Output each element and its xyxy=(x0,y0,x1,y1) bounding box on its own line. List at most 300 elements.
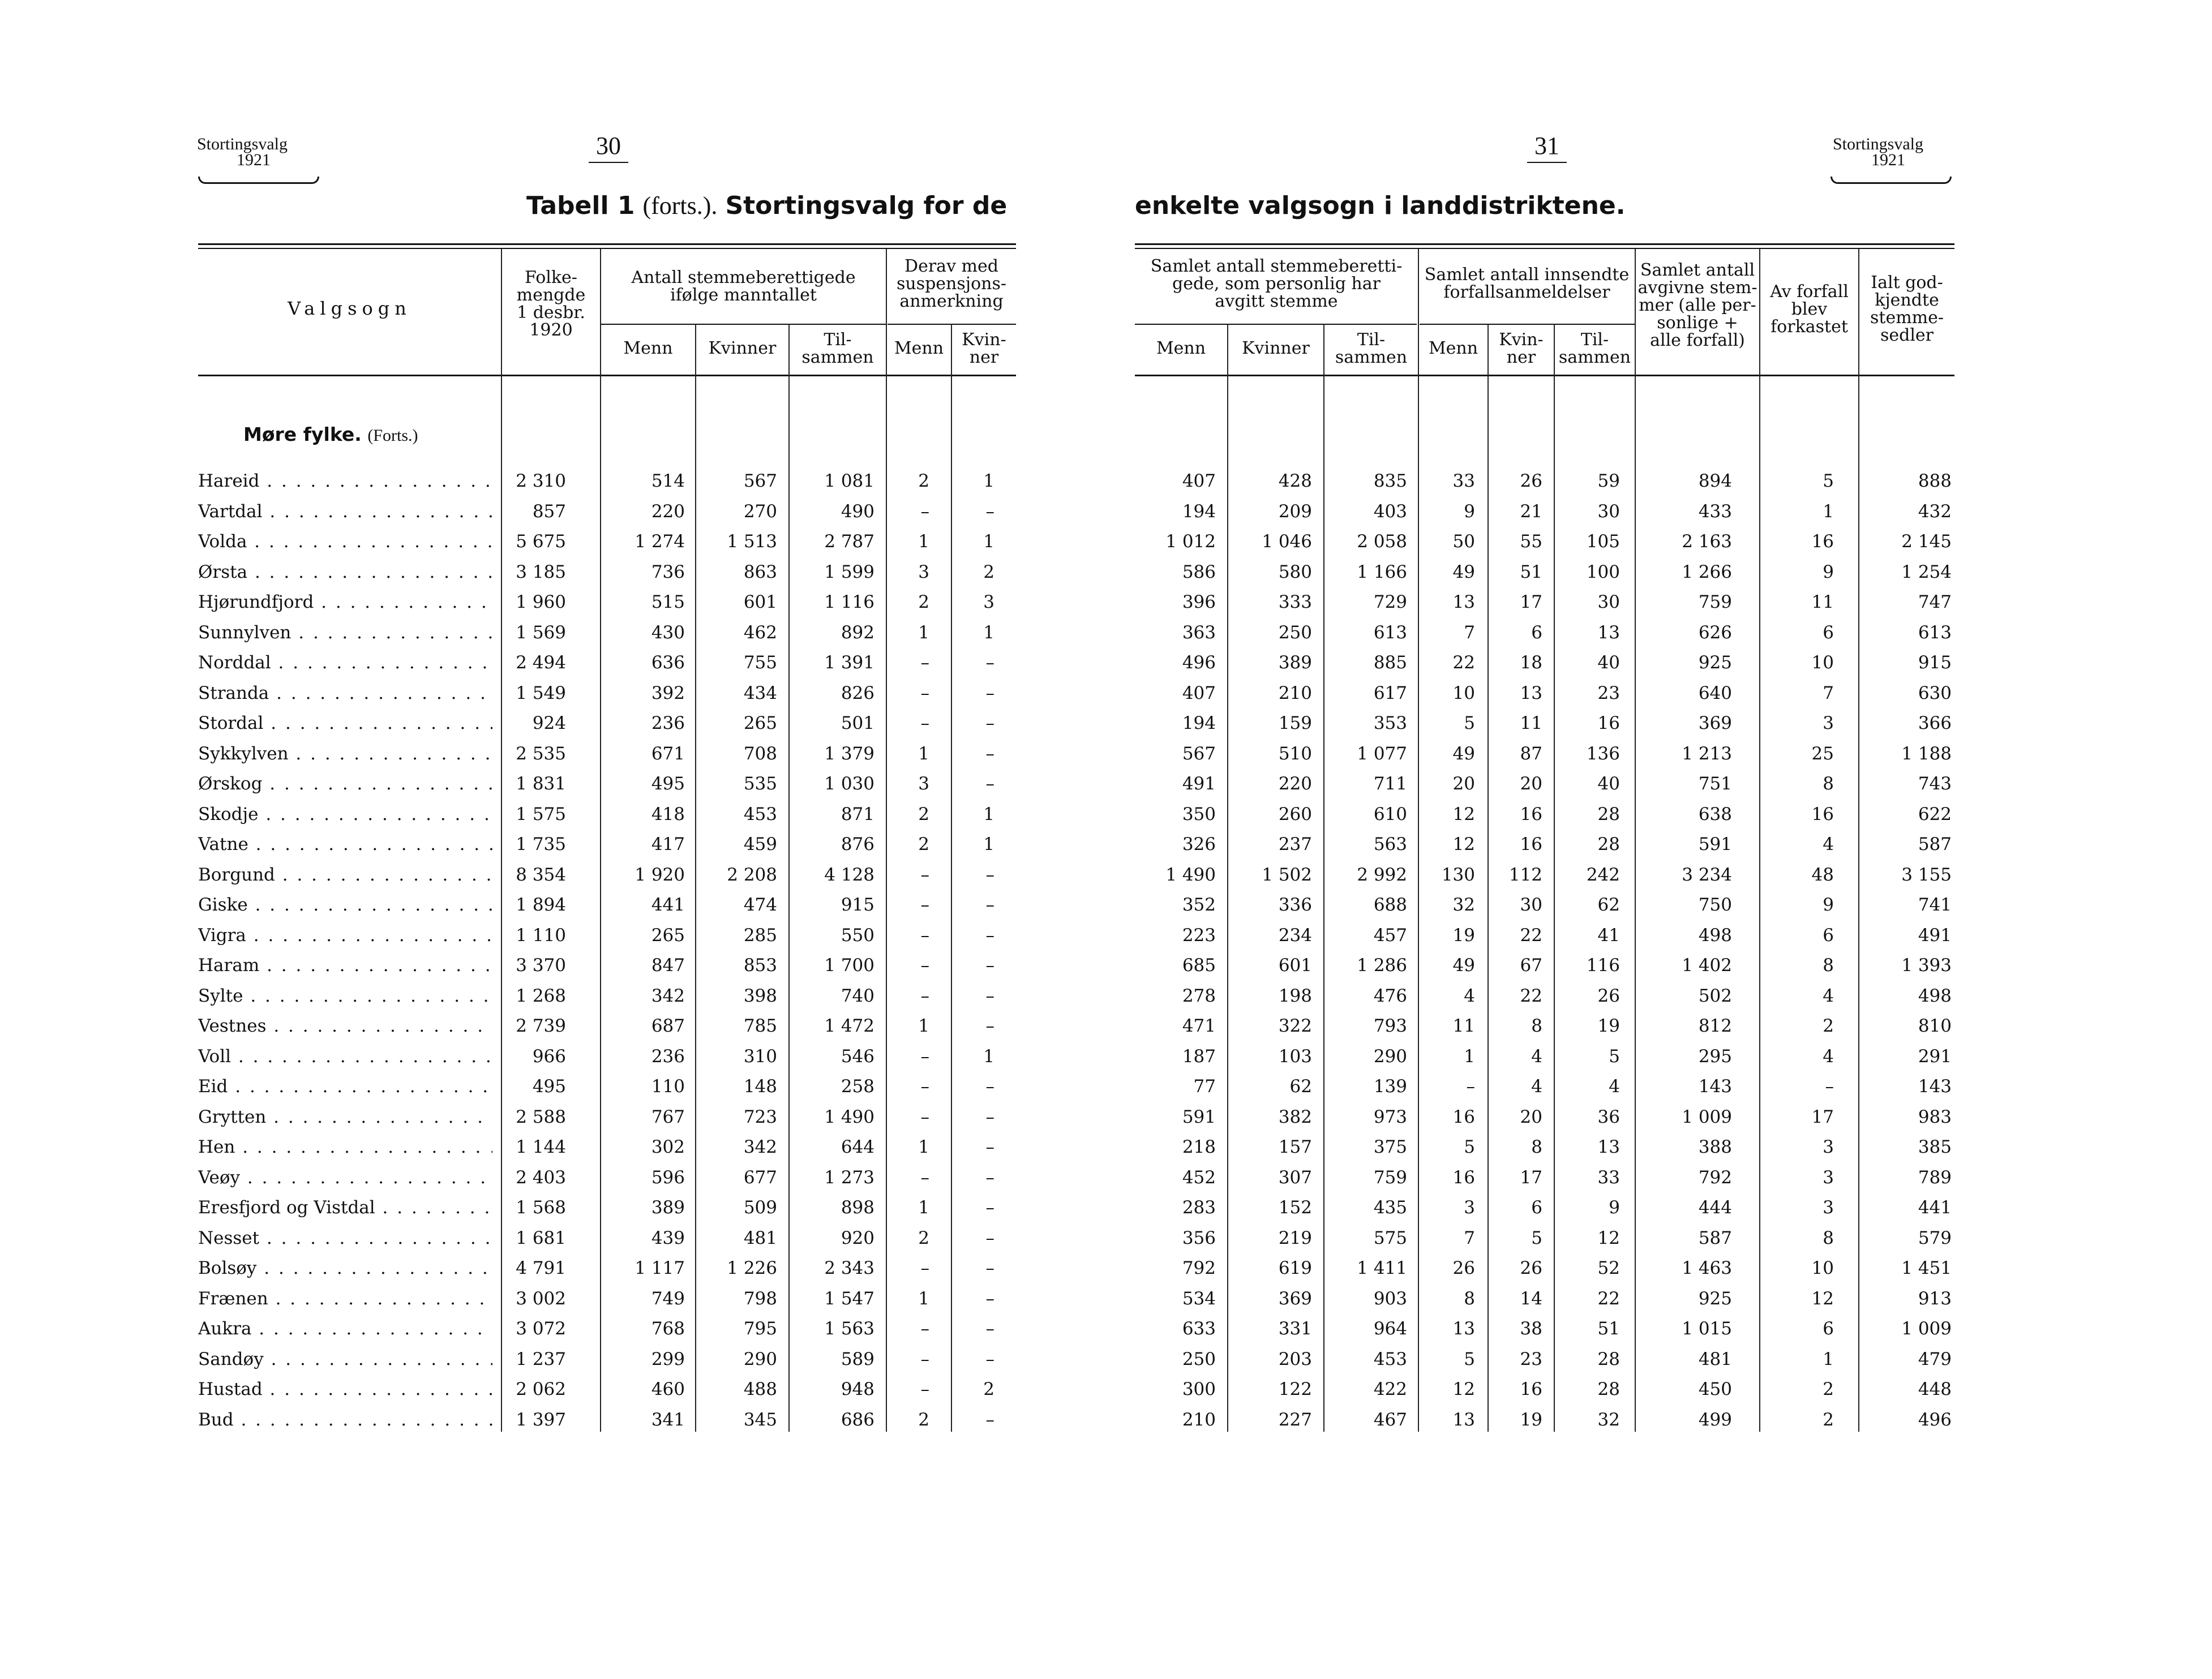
cell-pm: 1 490 xyxy=(1165,864,1216,885)
cell-im: 5 xyxy=(1464,1349,1475,1369)
cell-ik: 55 xyxy=(1520,531,1542,552)
cell-pt: 353 xyxy=(1373,713,1407,733)
header-godkjendte-3: stemme- xyxy=(1870,308,1944,328)
cell-sk: – xyxy=(985,501,994,522)
cell-sk: – xyxy=(985,1288,994,1309)
cell-godk: 915 xyxy=(1918,652,1952,673)
row-name: Hustad . . . xyxy=(198,1379,492,1399)
cell-fork: 6 xyxy=(1823,925,1834,946)
cell-til: 589 xyxy=(841,1349,874,1369)
cell-folk: 2 494 xyxy=(516,652,566,673)
cell-it: 12 xyxy=(1597,1227,1620,1248)
cell-ik: 6 xyxy=(1531,1197,1542,1218)
cell-avg: 750 xyxy=(1698,895,1732,915)
cell-folk: 1 144 xyxy=(516,1137,566,1157)
row-name: Hareid . . . xyxy=(198,471,492,491)
cell-pm: 633 xyxy=(1182,1319,1216,1339)
cell-pk: 159 xyxy=(1278,713,1312,733)
header-sp-tilsammen-1: Til- xyxy=(1357,330,1386,350)
cell-pm: 407 xyxy=(1182,471,1216,491)
cell-pk: 336 xyxy=(1278,895,1312,915)
cell-sm: 2 xyxy=(918,1409,929,1430)
brace-right xyxy=(1831,177,1952,184)
cell-pm: 218 xyxy=(1182,1137,1216,1157)
cell-fork: 2 xyxy=(1823,1016,1834,1036)
cell-pk: 601 xyxy=(1278,955,1312,976)
row-name: Borgund . . . xyxy=(198,865,492,885)
cell-it: 23 xyxy=(1597,682,1620,703)
cell-kv: 398 xyxy=(743,985,777,1006)
header-personlig-3: avgitt stemme xyxy=(1215,291,1338,311)
header-inn-tilsammen xyxy=(1555,331,1635,366)
cell-til: 948 xyxy=(841,1379,874,1399)
cell-sk: – xyxy=(985,743,994,764)
cell-avg: 1 015 xyxy=(1682,1319,1732,1339)
cell-im: 49 xyxy=(1452,743,1475,764)
cell-godk: 789 xyxy=(1918,1167,1952,1188)
cell-ik: 21 xyxy=(1520,501,1542,522)
row-name: Hen . . . xyxy=(198,1137,492,1157)
cell-pm: 363 xyxy=(1182,622,1216,643)
cell-pk: 210 xyxy=(1278,682,1312,703)
cell-fork: 4 xyxy=(1823,834,1834,854)
header-godkjendte-1: Ialt god- xyxy=(1871,273,1943,293)
cell-menn: 236 xyxy=(651,713,685,733)
header-tilsammen-1: Til- xyxy=(824,330,852,350)
cell-avg: 1 463 xyxy=(1682,1258,1732,1278)
cell-pt: 2 058 xyxy=(1357,531,1407,552)
cell-godk: 613 xyxy=(1918,622,1952,643)
header-folkemengde-1: Folke- xyxy=(525,268,577,287)
cell-godk: 441 xyxy=(1918,1197,1952,1218)
cell-kv: 310 xyxy=(743,1046,777,1067)
row-name: Eid . . . xyxy=(198,1076,492,1097)
cell-til: 1 116 xyxy=(824,592,874,612)
cell-sk: 2 xyxy=(983,561,994,582)
cell-til: 826 xyxy=(841,682,874,703)
cell-sm: – xyxy=(920,864,929,885)
cell-it: 28 xyxy=(1597,1349,1620,1369)
cell-im: 10 xyxy=(1452,682,1475,703)
row-name: Ørsta . . . xyxy=(198,562,492,582)
cell-fork: – xyxy=(1825,1076,1834,1097)
cell-pt: 139 xyxy=(1373,1076,1407,1097)
cell-avg: 759 xyxy=(1698,592,1732,612)
cell-til: 644 xyxy=(841,1137,874,1157)
cell-folk: 2 535 xyxy=(516,743,566,764)
header-personlig-1: Samlet antall stemmeberetti- xyxy=(1150,256,1403,276)
cell-sk: 1 xyxy=(983,1046,994,1067)
cell-avg: 388 xyxy=(1698,1137,1732,1157)
cell-godk: 448 xyxy=(1918,1379,1952,1399)
cell-sm: – xyxy=(920,1349,929,1369)
cell-godk: 622 xyxy=(1918,804,1952,825)
cell-it: 13 xyxy=(1597,1137,1620,1157)
cell-pt: 688 xyxy=(1373,895,1407,915)
header-inn-menn: Menn xyxy=(1428,338,1478,358)
cell-folk: 1 110 xyxy=(516,925,566,946)
cell-menn: 220 xyxy=(651,501,685,522)
table-title-text-left: Stortingsvalg for de xyxy=(725,191,1008,220)
cell-it: 100 xyxy=(1586,561,1620,582)
cell-ik: 16 xyxy=(1520,1379,1542,1399)
cell-ik: 112 xyxy=(1508,864,1542,885)
cell-it: 136 xyxy=(1586,743,1620,764)
cell-pt: 973 xyxy=(1373,1106,1407,1127)
cell-pt: 467 xyxy=(1373,1409,1407,1430)
cell-it: 51 xyxy=(1597,1319,1620,1339)
cell-sm: – xyxy=(920,1167,929,1188)
header-godkjendte xyxy=(1859,274,1954,344)
cell-pt: 617 xyxy=(1373,682,1407,703)
cell-im: 49 xyxy=(1452,561,1475,582)
cell-pt: 575 xyxy=(1373,1227,1407,1248)
cell-fork: 6 xyxy=(1823,1319,1834,1339)
cell-fork: 3 xyxy=(1823,713,1834,733)
antall-subrule xyxy=(600,324,886,325)
cell-pt: 1 286 xyxy=(1357,955,1407,976)
cell-fork: 16 xyxy=(1811,804,1834,825)
cell-sm: 2 xyxy=(918,804,929,825)
cell-fork: 2 xyxy=(1823,1409,1834,1430)
cell-til: 501 xyxy=(841,713,874,733)
cell-kv: 509 xyxy=(743,1197,777,1218)
table-forts: (forts.). xyxy=(642,192,718,220)
row-name: Ørskog . . . xyxy=(198,774,492,794)
cell-folk: 5 675 xyxy=(516,531,566,552)
cell-til: 1 563 xyxy=(824,1319,874,1339)
cell-pm: 1 012 xyxy=(1165,531,1216,552)
cell-sm: 1 xyxy=(918,1016,929,1036)
cell-it: 26 xyxy=(1597,985,1620,1006)
cell-kv: 265 xyxy=(743,713,777,733)
cell-pt: 711 xyxy=(1373,774,1407,794)
cell-kv: 434 xyxy=(743,682,777,703)
header-top-rule-left-2 xyxy=(198,248,1016,249)
cell-avg: 295 xyxy=(1698,1046,1732,1067)
cell-ik: 5 xyxy=(1531,1227,1542,1248)
row-name: Sunnylven . . . xyxy=(198,622,492,643)
cell-folk: 3 185 xyxy=(516,561,566,582)
row-name: Veøy . . . xyxy=(198,1167,492,1188)
cell-pk: 62 xyxy=(1289,1076,1312,1097)
cell-kv: 723 xyxy=(743,1106,777,1127)
cell-ik: 22 xyxy=(1520,925,1542,946)
cell-ik: 51 xyxy=(1520,561,1542,582)
cell-folk: 8 354 xyxy=(516,864,566,885)
cell-til: 1 273 xyxy=(824,1167,874,1188)
cell-ik: 26 xyxy=(1520,471,1542,491)
header-avgivne-3: mer (alle per- xyxy=(1639,295,1756,315)
row-name: Norddal . . . xyxy=(198,652,492,673)
page-number-right: 31 xyxy=(1534,132,1559,160)
cell-sk: 1 xyxy=(983,622,994,643)
cell-avg: 433 xyxy=(1698,501,1732,522)
brace-left xyxy=(198,177,319,184)
cell-fork: 1 xyxy=(1823,1349,1834,1369)
cell-sm: 1 xyxy=(918,1197,929,1218)
cell-godk: 579 xyxy=(1918,1227,1952,1248)
cell-im: 19 xyxy=(1452,925,1475,946)
cell-im: 1 xyxy=(1464,1046,1475,1067)
cell-godk: 888 xyxy=(1918,471,1952,491)
cell-folk: 857 xyxy=(532,501,566,522)
cell-menn: 439 xyxy=(651,1227,685,1248)
cell-kv: 708 xyxy=(743,743,777,764)
row-name: Giske . . . xyxy=(198,895,492,915)
cell-it: 4 xyxy=(1609,1076,1620,1097)
section-title: Møre fylke. xyxy=(243,423,362,445)
cell-pk: 219 xyxy=(1278,1227,1312,1248)
cell-sm: 1 xyxy=(918,1288,929,1309)
cell-pm: 496 xyxy=(1182,652,1216,673)
cell-sk: – xyxy=(985,713,994,733)
cell-fork: 16 xyxy=(1811,531,1834,552)
cell-sm: – xyxy=(920,1379,929,1399)
cell-pm: 792 xyxy=(1182,1258,1216,1278)
cell-sm: – xyxy=(920,1076,929,1097)
cell-pk: 333 xyxy=(1278,592,1312,612)
cell-menn: 341 xyxy=(651,1409,685,1430)
cell-pt: 610 xyxy=(1373,804,1407,825)
cell-sk: – xyxy=(985,1227,994,1248)
cell-til: 1 379 xyxy=(824,743,874,764)
header-sp-tilsammen xyxy=(1324,331,1418,366)
cell-kv: 795 xyxy=(743,1319,777,1339)
cell-menn: 1 920 xyxy=(635,864,685,885)
header-kvinner: Kvinner xyxy=(708,338,777,358)
cell-menn: 736 xyxy=(651,561,685,582)
cell-ik: 17 xyxy=(1520,1167,1542,1188)
header-personlig-2: gede, som personlig har xyxy=(1172,274,1381,294)
cell-pt: 1 411 xyxy=(1357,1258,1407,1278)
cell-sk: – xyxy=(985,955,994,976)
cell-sm: 1 xyxy=(918,531,929,552)
cell-kv: 474 xyxy=(743,895,777,915)
row-name: Hjørundfjord . . . xyxy=(198,592,492,612)
cell-til: 1 030 xyxy=(824,774,874,794)
cell-kv: 290 xyxy=(743,1349,777,1369)
cell-pk: 198 xyxy=(1278,985,1312,1006)
cell-folk: 1 960 xyxy=(516,592,566,612)
cell-menn: 417 xyxy=(651,834,685,854)
cell-til: 686 xyxy=(841,1409,874,1430)
cell-pt: 729 xyxy=(1373,592,1407,612)
cell-folk: 1 735 xyxy=(516,834,566,854)
cell-kv: 285 xyxy=(743,925,777,946)
cell-pm: 77 xyxy=(1193,1076,1216,1097)
cell-folk: 3 370 xyxy=(516,955,566,976)
cell-kv: 785 xyxy=(743,1016,777,1036)
cell-ik: 20 xyxy=(1520,1106,1542,1127)
cell-fork: 1 xyxy=(1823,501,1834,522)
cell-menn: 514 xyxy=(651,471,685,491)
row-name: Voll . . . xyxy=(198,1046,492,1067)
row-name: Bud . . . xyxy=(198,1410,492,1430)
cell-menn: 596 xyxy=(651,1167,685,1188)
cell-til: 898 xyxy=(841,1197,874,1218)
cell-it: 242 xyxy=(1586,864,1620,885)
cell-avg: 444 xyxy=(1698,1197,1732,1218)
cell-kv: 148 xyxy=(743,1076,777,1097)
cell-it: 105 xyxy=(1586,531,1620,552)
row-name: Bolsøy . . . xyxy=(198,1258,492,1278)
cell-ik: 14 xyxy=(1520,1288,1542,1309)
cell-godk: 491 xyxy=(1918,925,1952,946)
cell-im: 11 xyxy=(1452,1016,1475,1036)
cell-fork: 9 xyxy=(1823,561,1834,582)
header-derav-2: suspensjons- xyxy=(896,274,1006,294)
header-top-rule-left xyxy=(198,243,1016,245)
cell-folk: 4 791 xyxy=(516,1258,566,1278)
cell-pk: 369 xyxy=(1278,1288,1312,1309)
cell-pk: 260 xyxy=(1278,804,1312,825)
cell-sm: – xyxy=(920,501,929,522)
header-antall-1: Antall stemmeberettigede xyxy=(631,268,856,287)
cell-folk: 1 237 xyxy=(516,1349,566,1369)
cell-folk: 1 569 xyxy=(516,622,566,643)
section-heading xyxy=(243,423,418,445)
cell-it: 36 xyxy=(1597,1106,1620,1127)
cell-godk: 479 xyxy=(1918,1349,1952,1369)
cell-folk: 1 268 xyxy=(516,985,566,1006)
cell-til: 1 547 xyxy=(824,1288,874,1309)
table-label: Tabell 1 xyxy=(526,191,635,220)
cell-menn: 389 xyxy=(651,1197,685,1218)
cell-kv: 345 xyxy=(743,1409,777,1430)
header-personlig-group xyxy=(1135,257,1418,310)
cell-avg: 1 402 xyxy=(1682,955,1732,976)
cell-sk: – xyxy=(985,864,994,885)
cell-pk: 152 xyxy=(1278,1197,1312,1218)
header-derav-menn: Menn xyxy=(894,338,944,358)
cell-fork: 3 xyxy=(1823,1197,1834,1218)
cell-pk: 428 xyxy=(1278,471,1312,491)
running-year-left: 1921 xyxy=(237,151,271,169)
cell-godk: 913 xyxy=(1918,1288,1952,1309)
cell-kv: 2 208 xyxy=(727,864,777,885)
cell-godk: 291 xyxy=(1918,1046,1952,1067)
cell-sm: – xyxy=(920,1319,929,1339)
row-name: Frænen . . . xyxy=(198,1289,492,1309)
cell-ik: 17 xyxy=(1520,592,1542,612)
cell-pk: 382 xyxy=(1278,1106,1312,1127)
cell-folk: 1 397 xyxy=(516,1409,566,1430)
cell-ik: 4 xyxy=(1531,1076,1542,1097)
header-antall-2: ifølge manntallet xyxy=(670,285,817,305)
cell-til: 892 xyxy=(841,622,874,643)
cell-sk: 1 xyxy=(983,471,994,491)
cell-pt: 885 xyxy=(1373,652,1407,673)
header-inn-tilsammen-2: sammen xyxy=(1558,347,1631,367)
cell-it: 40 xyxy=(1597,652,1620,673)
cell-sm: – xyxy=(920,1046,929,1067)
cell-it: 19 xyxy=(1597,1016,1620,1036)
cell-pt: 422 xyxy=(1373,1379,1407,1399)
cell-godk: 810 xyxy=(1918,1016,1952,1036)
row-name: Eresfjord og Vistdal . . . xyxy=(198,1197,492,1218)
cell-fork: 7 xyxy=(1823,682,1834,703)
cell-fork: 10 xyxy=(1811,1258,1834,1278)
header-forkastet-2: blev xyxy=(1791,299,1828,319)
header-derav-kvinner-2: ner xyxy=(969,347,999,367)
cell-godk: 1 393 xyxy=(1901,955,1952,976)
cell-fork: 3 xyxy=(1823,1167,1834,1188)
cell-sk: – xyxy=(985,682,994,703)
cell-pm: 586 xyxy=(1182,561,1216,582)
cell-im: 26 xyxy=(1452,1258,1475,1278)
cell-pt: 964 xyxy=(1373,1319,1407,1339)
cell-folk: 2 588 xyxy=(516,1106,566,1127)
cell-im: 9 xyxy=(1464,501,1475,522)
cell-pm: 491 xyxy=(1182,774,1216,794)
cell-fork: 25 xyxy=(1811,743,1834,764)
cell-fork: 17 xyxy=(1811,1106,1834,1127)
cell-it: 30 xyxy=(1597,501,1620,522)
cell-pk: 250 xyxy=(1278,622,1312,643)
cell-it: 32 xyxy=(1597,1409,1620,1430)
header-sp-kvinner: Kvinner xyxy=(1242,338,1310,358)
cell-it: 9 xyxy=(1609,1197,1620,1218)
cell-sk: – xyxy=(985,1137,994,1157)
cell-folk: 1 681 xyxy=(516,1227,566,1248)
header-godkjendte-2: kjendte xyxy=(1875,290,1939,310)
header-folkemengde-4: 1920 xyxy=(529,320,573,340)
page-number-left: 30 xyxy=(596,132,621,160)
cell-menn: 767 xyxy=(651,1106,685,1127)
cell-pk: 619 xyxy=(1278,1258,1312,1278)
cell-ik: 38 xyxy=(1520,1319,1542,1339)
cell-sk: 3 xyxy=(983,592,994,612)
row-name: Sykkylven . . . xyxy=(198,744,492,764)
cell-im: 12 xyxy=(1452,834,1475,854)
cell-im: 5 xyxy=(1464,713,1475,733)
cell-avg: 640 xyxy=(1698,682,1732,703)
cell-pm: 223 xyxy=(1182,925,1216,946)
cell-pm: 534 xyxy=(1182,1288,1216,1309)
cell-pk: 122 xyxy=(1278,1379,1312,1399)
cell-til: 915 xyxy=(841,895,874,915)
cell-pk: 331 xyxy=(1278,1319,1312,1339)
cell-menn: 636 xyxy=(651,652,685,673)
cell-godk: 1 451 xyxy=(1901,1258,1952,1278)
cell-folk: 495 xyxy=(532,1076,566,1097)
cell-avg: 638 xyxy=(1698,804,1732,825)
cell-menn: 1 117 xyxy=(635,1258,685,1278)
cell-pt: 453 xyxy=(1373,1349,1407,1369)
cell-pt: 793 xyxy=(1373,1016,1407,1036)
row-name: Volda . . . xyxy=(198,531,492,552)
cell-fork: 8 xyxy=(1823,955,1834,976)
cell-menn: 495 xyxy=(651,774,685,794)
header-innsendte-group xyxy=(1419,266,1635,301)
cell-kv: 853 xyxy=(743,955,777,976)
running-year-right: 1921 xyxy=(1871,151,1905,169)
cell-pk: 220 xyxy=(1278,774,1312,794)
cell-kv: 462 xyxy=(743,622,777,643)
cell-menn: 236 xyxy=(651,1046,685,1067)
cell-pk: 227 xyxy=(1278,1409,1312,1430)
cell-til: 550 xyxy=(841,925,874,946)
cell-pt: 2 992 xyxy=(1357,864,1407,885)
cell-godk: 143 xyxy=(1918,1076,1952,1097)
cell-til: 2 787 xyxy=(824,531,874,552)
cell-menn: 515 xyxy=(651,592,685,612)
cell-folk: 2 062 xyxy=(516,1379,566,1399)
cell-menn: 430 xyxy=(651,622,685,643)
cell-it: 62 xyxy=(1597,895,1620,915)
cell-pt: 476 xyxy=(1373,985,1407,1006)
